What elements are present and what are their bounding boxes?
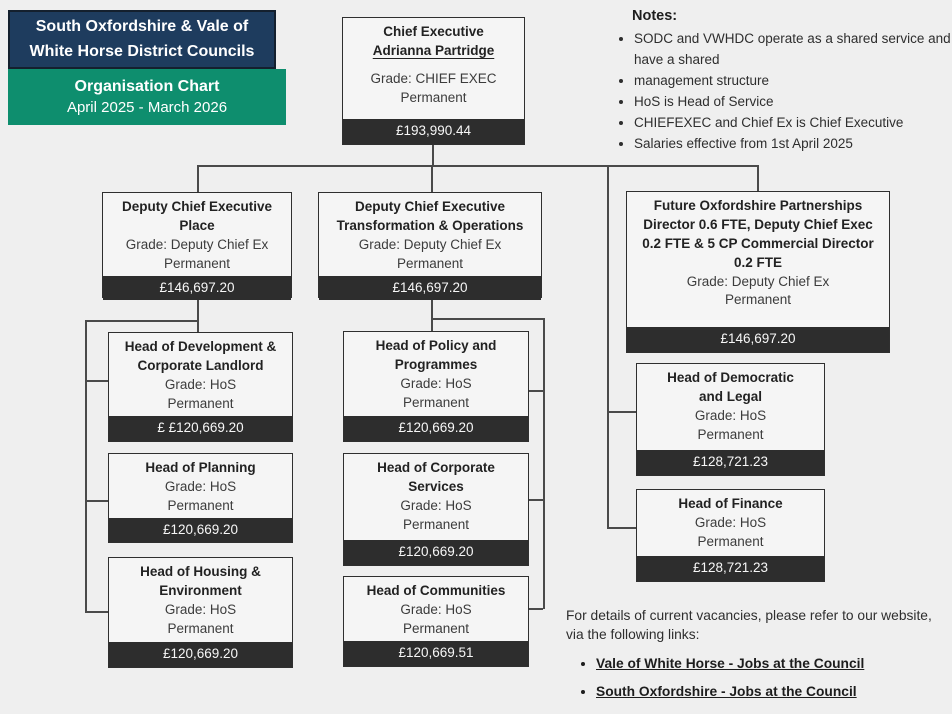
node-contract: Permanent [402, 620, 470, 636]
connector-line [607, 165, 609, 527]
node-grade: Grade: CHIEF EXEC [370, 70, 497, 86]
salary-bar: £120,669.51 [344, 641, 528, 666]
node-grade: Grade: Deputy Chief Ex [358, 236, 502, 252]
connector-line [757, 165, 759, 191]
vacancies-section [566, 606, 952, 712]
salary-bar: £128,721.23 [637, 450, 824, 475]
org-node-chief-executive [342, 17, 525, 145]
node-title: Deputy Chief Executive Transformation & Operations [336, 199, 524, 233]
node-contract: Permanent [167, 620, 234, 636]
node-grade: Grade: HoS [400, 375, 472, 391]
vacancy-link-vale-of-white-horse[interactable]: • Vale of White Horse - Jobs at the Council [596, 656, 952, 671]
note-item: • management structure [634, 70, 952, 91]
node-grade: Grade: HoS [164, 376, 237, 392]
notes-list [610, 28, 952, 154]
node-grade: Grade: Deputy Chief Ex [686, 273, 830, 289]
node-contract: Permanent [724, 292, 792, 308]
salary-bar: £120,669.20 [344, 416, 528, 441]
chart-date-range: April 2025 - March 2026 [66, 99, 228, 117]
connector-line [197, 165, 758, 167]
org-node-head-of-corporate-services [343, 453, 529, 566]
connector-line [529, 499, 543, 501]
node-title: Head of Policy and Programmes [375, 338, 497, 372]
node-contract: Permanent [167, 395, 234, 411]
org-node-head-of-communities [343, 576, 529, 667]
org-node-head-of-planning [108, 453, 293, 543]
connector-line [85, 500, 108, 502]
connector-line [197, 298, 199, 332]
node-grade: Grade: HoS [164, 478, 237, 494]
connector-line [543, 318, 545, 609]
org-node-deputy-chief-executive-transformation-operations [318, 192, 542, 298]
org-node-future-oxfordshire-partnerships-director [626, 191, 890, 353]
node-grade: Grade: HoS [694, 514, 767, 530]
vacancy-links-list [566, 656, 952, 699]
node-title: Future Oxfordshire Partnerships Director 0.6 FTE, Deputy Chief Exec 0.2 FTE & 5 CP Commercial Director 0.2 FTE [642, 198, 874, 270]
council-title-banner [8, 10, 276, 69]
connector-line [197, 165, 199, 192]
note-item: • Salaries effective from 1st April 2025 [634, 133, 952, 154]
node-grade: Grade: HoS [694, 407, 767, 423]
salary-bar: £120,669.20 [344, 540, 528, 565]
node-title: Chief Executive [383, 24, 484, 39]
salary-bar: £ £120,669.20 [109, 416, 292, 441]
node-title: Head of Development & Corporate Landlord [124, 339, 277, 373]
salary-bar: £120,669.20 [109, 518, 292, 543]
salary-bar: £146,697.20 [319, 276, 541, 301]
council-title: South Oxfordshire & Vale of White Horse District Councils [29, 17, 255, 60]
org-node-head-of-policy-and-programmes [343, 331, 529, 442]
connector-line [85, 320, 87, 612]
node-title: Head of Corporate Services [377, 460, 495, 494]
connector-line [607, 411, 636, 413]
node-contract: Permanent [697, 533, 764, 549]
connector-line [431, 298, 433, 331]
node-grade: Grade: HoS [164, 601, 237, 617]
chart-title: Organisation Chart [74, 78, 220, 96]
salary-bar: £128,721.23 [637, 556, 824, 581]
salary-bar: £120,669.20 [109, 642, 292, 667]
connector-line [431, 318, 543, 320]
org-node-deputy-chief-executive-place [102, 192, 292, 298]
org-node-head-of-finance [636, 489, 825, 582]
org-node-head-of-democratic-and-legal [636, 363, 825, 476]
vacancies-intro: For details of current vacancies, please refer to our website, via the following links: [566, 608, 932, 643]
notes-title: Notes: [632, 8, 678, 24]
note-item: • SODC and VWHDC operate as a shared service and have a shared [634, 28, 952, 70]
node-contract: Permanent [167, 497, 234, 513]
node-title: Head of Planning [145, 460, 256, 475]
org-chart-title-banner [8, 69, 286, 125]
connector-line [85, 611, 108, 613]
connector-line [607, 527, 636, 529]
salary-bar: £146,697.20 [627, 327, 889, 352]
node-contract: Permanent [402, 516, 470, 532]
node-grade: Grade: Deputy Chief Ex [125, 236, 269, 252]
node-grade: Grade: HoS [400, 497, 472, 513]
org-node-head-of-development-corporate-landlord [108, 332, 293, 442]
node-title: Head of Housing & Environment [140, 564, 261, 598]
connector-line [529, 608, 543, 610]
node-contract: Permanent [396, 255, 464, 271]
node-grade: Grade: HoS [400, 601, 472, 617]
notes-section [610, 8, 952, 154]
connector-line [85, 380, 108, 382]
note-item: • HoS is Head of Service [634, 91, 952, 112]
employee-name: Adrianna Partridge [372, 42, 495, 58]
connector-line [432, 145, 434, 165]
node-contract: Permanent [402, 394, 470, 410]
node-title: Head of Finance [678, 496, 783, 511]
node-title: Head of Communities [366, 583, 506, 598]
node-title: Head of Democratic and Legal [667, 370, 794, 404]
node-contract: Permanent [400, 89, 467, 105]
connector-line [431, 165, 433, 192]
node-contract: Permanent [697, 426, 764, 442]
note-item: • CHIEFEXEC and Chief Ex is Chief Executive [634, 112, 952, 133]
vacancy-link-south-oxfordshire[interactable]: • South Oxfordshire - Jobs at the Council [596, 684, 952, 699]
org-node-head-of-housing-environment [108, 557, 293, 668]
connector-line [529, 390, 543, 392]
node-contract: Permanent [163, 255, 231, 271]
connector-line [85, 320, 198, 322]
node-title: Deputy Chief Executive Place [121, 199, 273, 233]
salary-bar: £146,697.20 [103, 276, 291, 301]
salary-bar: £193,990.44 [343, 119, 524, 144]
